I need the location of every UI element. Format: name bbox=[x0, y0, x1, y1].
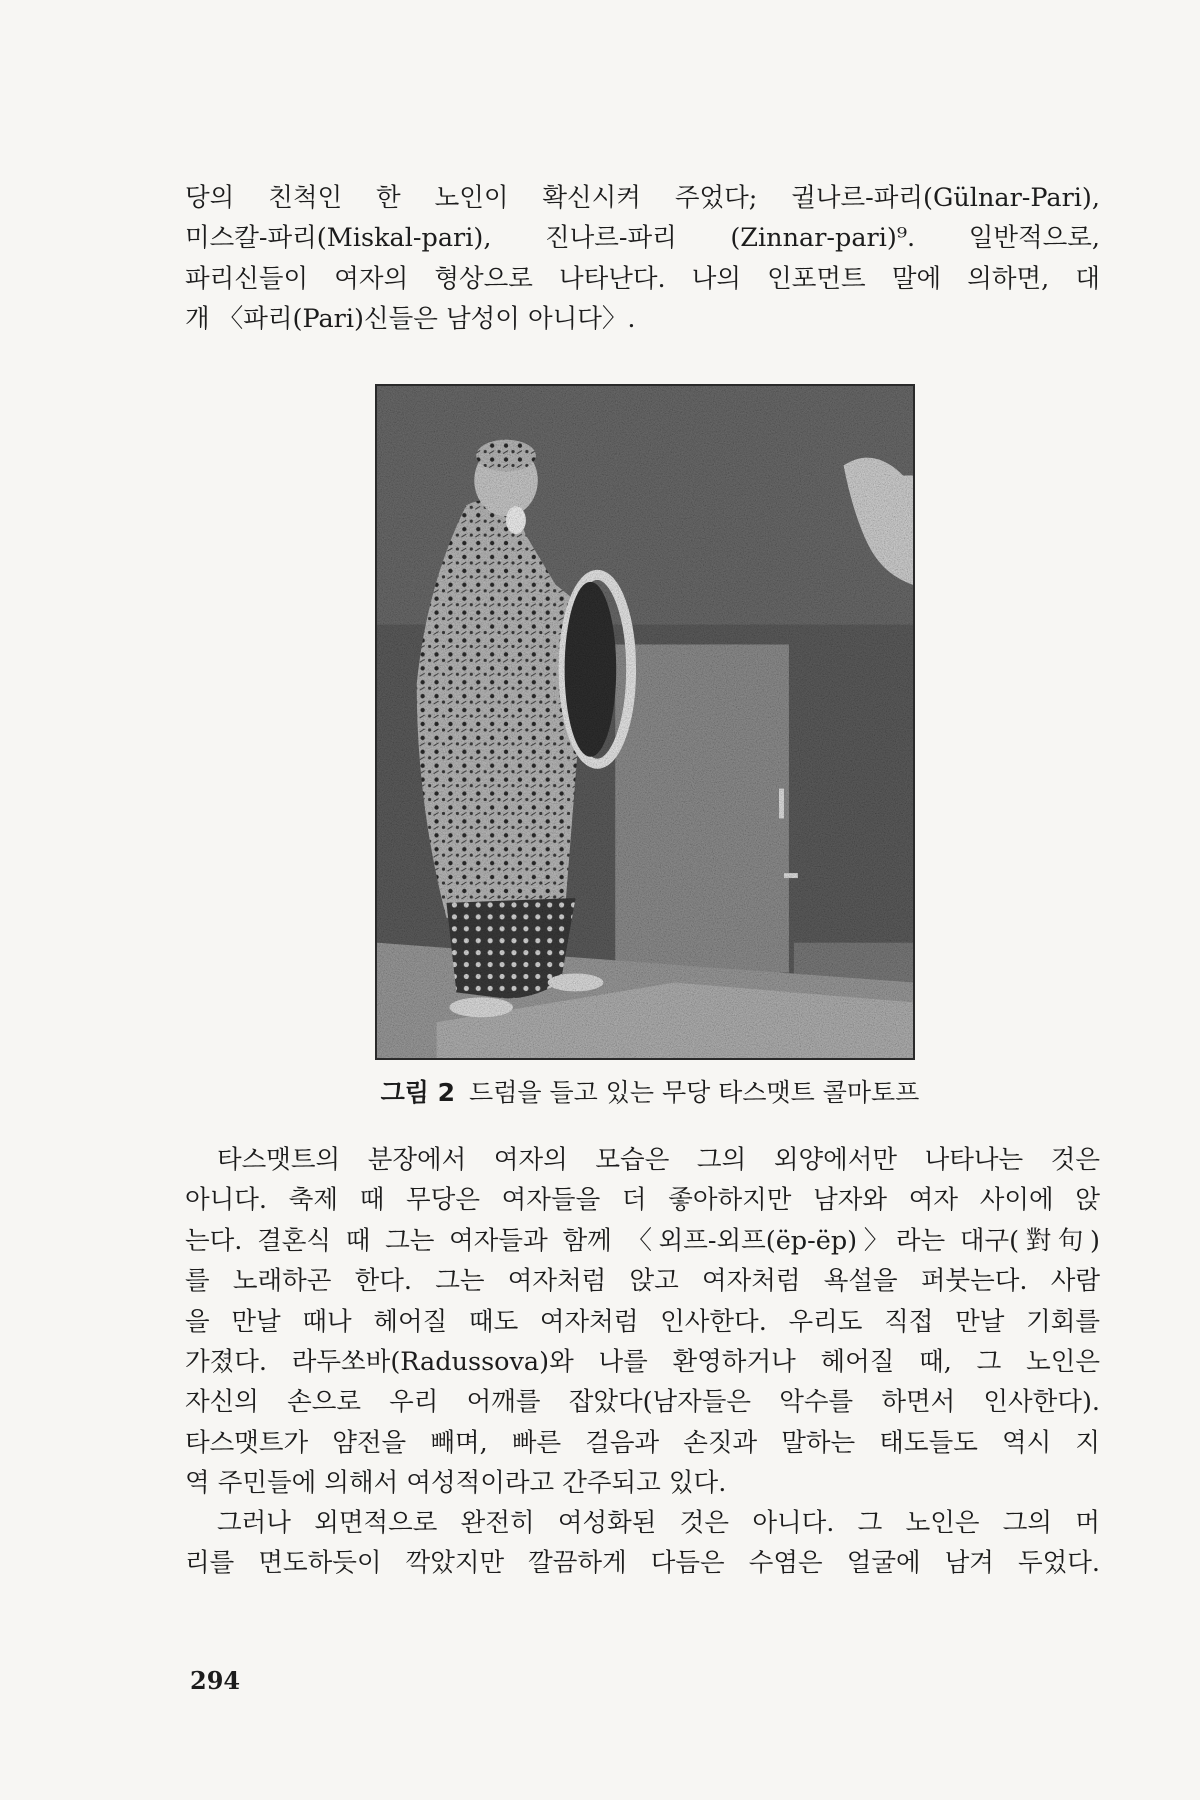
text-line: 파리신들이 여자의 형상으로 나타난다. 나의 인포먼트 말에 의하면, 대 bbox=[185, 263, 1100, 294]
paragraph-3 bbox=[185, 1503, 1100, 1584]
page-number: 294 bbox=[190, 1666, 241, 1695]
text-line: 을 만날 때나 헤어질 때도 여자처럼 인사한다. 우리도 직접 만날 기회를 bbox=[185, 1306, 1100, 1337]
text-line: 미스칼-파리(Miskal-pari), 진나르-파리 (Zinnar-pari)⁹. 일반적으로, bbox=[185, 223, 1100, 254]
text-line: 를 노래하곤 한다. 그는 여자처럼 앉고 여자처럼 욕설을 퍼붓는다. 사람 bbox=[185, 1266, 1100, 1297]
text-line: 아니다. 축제 때 무당은 여자들을 더 좋아하지만 남자와 여자 사이에 앉 bbox=[185, 1185, 1100, 1216]
paragraph-2 bbox=[185, 1140, 1100, 1504]
shaman-photo-image bbox=[377, 386, 913, 1058]
figure-caption-text: 드럼을 들고 있는 무당 타스맷트 콜마토프 bbox=[469, 1078, 920, 1107]
text-line: 는다. 결혼식 때 그는 여자들과 함께 〈외프-외프(ëp-ëp)〉라는 대구(對句) bbox=[185, 1225, 1100, 1256]
text-line: 타스맷트가 얌전을 빼며, 빠른 걸음과 손짓과 말하는 태도들도 역시 지 bbox=[185, 1427, 1100, 1458]
text-line: 개 〈파리(Pari)신들은 남성이 아니다〉. bbox=[185, 304, 636, 335]
figure-photo-shaman-with-drum bbox=[375, 384, 915, 1060]
text-line: 자신의 손으로 우리 어깨를 잡았다(남자들은 악수를 하면서 인사한다). bbox=[185, 1387, 1100, 1418]
paragraph-1 bbox=[185, 178, 1100, 340]
text-line: 역 주민들에 의해서 여성적이라고 간주되고 있다. bbox=[185, 1468, 727, 1499]
figure-caption bbox=[350, 1077, 950, 1109]
figure-number: 그림 2 bbox=[380, 1078, 456, 1107]
text-line: 리를 면도하듯이 깍았지만 깔끔하게 다듬은 수염은 얼굴에 남겨 두었다. bbox=[185, 1548, 1100, 1579]
text-line: 타스맷트의 분장에서 여자의 모습은 그의 외양에서만 나타나는 것은 bbox=[217, 1145, 1100, 1175]
text-line: 당의 친척인 한 노인이 확신시켜 주었다; 귈나르-파리(Gülnar-Pari), bbox=[185, 183, 1100, 213]
text-line: 가졌다. 라두쏘바(Radussova)와 나를 환영하거나 헤어질 때, 그 노인은 bbox=[185, 1347, 1100, 1378]
text-line: 그러나 외면적으로 완전히 여성화된 것은 아니다. 그 노인은 그의 머 bbox=[217, 1508, 1100, 1538]
